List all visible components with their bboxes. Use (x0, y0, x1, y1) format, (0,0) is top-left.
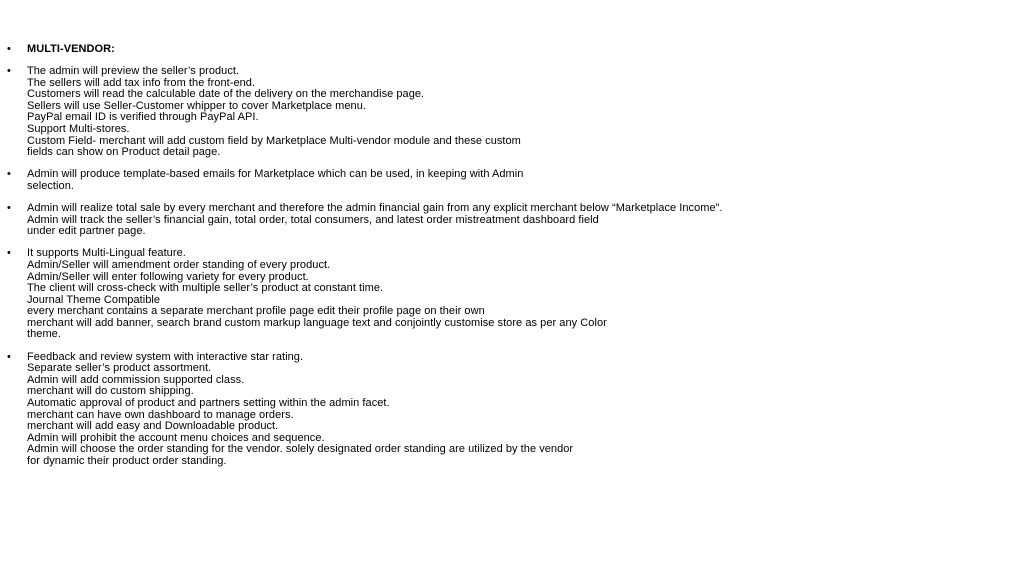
bullet-line: Admin will track the seller’s financial gain, total order, total consumers, and latest order mistreatment dashboard field (27, 213, 599, 226)
bullet-line: Sellers will use Seller-Customer whipper to cover Marketplace menu. (27, 99, 366, 112)
bullet-body (27, 66, 1007, 159)
bullet-line: Admin will realize total sale by every merchant and therefore the admin financial gain from any explicit merchant below “Marketplace Income”. (27, 202, 723, 215)
bullet-multi-vendor-heading (7, 44, 1007, 56)
bullet-line: Admin/Seller will amendment order standing of every product. (27, 258, 331, 271)
bullet-body (27, 169, 1007, 192)
bullet-sales-tracking (7, 203, 1007, 238)
bullet-email-templates (7, 169, 1007, 192)
bullet-line: Admin will prohibit the account menu choices and sequence. (27, 431, 325, 444)
bullet-line: under edit partner page. (27, 225, 146, 238)
bullet-line: Admin will choose the order standing for the vendor. solely designated order standing are utilized by the vendor (27, 443, 574, 456)
bullet-line: for dynamic their product order standing. (27, 454, 227, 467)
bullet-dot-icon: • (7, 350, 11, 363)
bullet-dot-icon: • (7, 202, 11, 215)
bullet-line: PayPal email ID is verified through PayPal API. (27, 111, 259, 124)
bullet-list (7, 44, 1007, 478)
bullet-seller-features (7, 66, 1007, 159)
bullet-line: theme. (27, 328, 61, 341)
bullet-line: Custom Field- merchant will add custom field by Marketplace Multi-vendor module and these custom (27, 134, 521, 147)
bullet-dot-icon: • (7, 247, 11, 260)
bullet-line: Admin will add commission supported class. (27, 373, 245, 386)
bullet-line: Admin will produce template-based emails for Marketplace which can be used, in keeping with Admin (27, 168, 524, 181)
bullet-line: Journal Theme Compatible (27, 293, 161, 306)
bullet-line: The admin will preview the seller’s product. (27, 65, 240, 78)
bullet-dot-icon: • (7, 168, 11, 181)
bullet-body (27, 248, 1007, 341)
bullet-line: The client will cross-check with multiple seller’s product at constant time. (27, 282, 384, 295)
bullet-line: Automatic approval of product and partners setting within the admin facet. (27, 396, 390, 409)
bullet-feedback-system (7, 352, 1007, 468)
bullet-line: every merchant contains a separate merchant profile page edit their profile page on their own (27, 305, 485, 318)
bullet-line: merchant can have own dashboard to manage orders. (27, 408, 294, 421)
bullet-line: It supports Multi-Lingual feature. (27, 247, 186, 260)
bullet-line: The sellers will add tax info from the front-end. (27, 76, 256, 89)
bullet-line: Feedback and review system with interactive star rating. (27, 350, 304, 363)
bullet-body (27, 352, 1007, 468)
bullet-line: fields can show on Product detail page. (27, 146, 221, 159)
bullet-line: selection. (27, 179, 74, 192)
bullet-multilingual (7, 248, 1007, 341)
bullet-line: merchant will do custom shipping. (27, 385, 194, 398)
bullet-dot-icon: • (7, 43, 11, 55)
bullet-line: merchant will add easy and Downloadable product. (27, 420, 279, 433)
bullet-line: merchant will add banner, search brand custom markup language text and conjointly customise store as per any Color (27, 316, 607, 329)
bullet-line: Separate seller’s product assortment. (27, 362, 212, 375)
bullet-line: Support Multi-stores. (27, 123, 130, 136)
bullet-dot-icon: • (7, 65, 11, 78)
bullet-line: Admin/Seller will enter following variety for every product. (27, 270, 309, 283)
bullet-line: Customers will read the calculable date of the delivery on the merchandise page. (27, 88, 425, 101)
bullet-body (27, 44, 1007, 56)
bullet-body (27, 203, 1007, 238)
section-title: MULTI-VENDOR: (27, 43, 115, 55)
